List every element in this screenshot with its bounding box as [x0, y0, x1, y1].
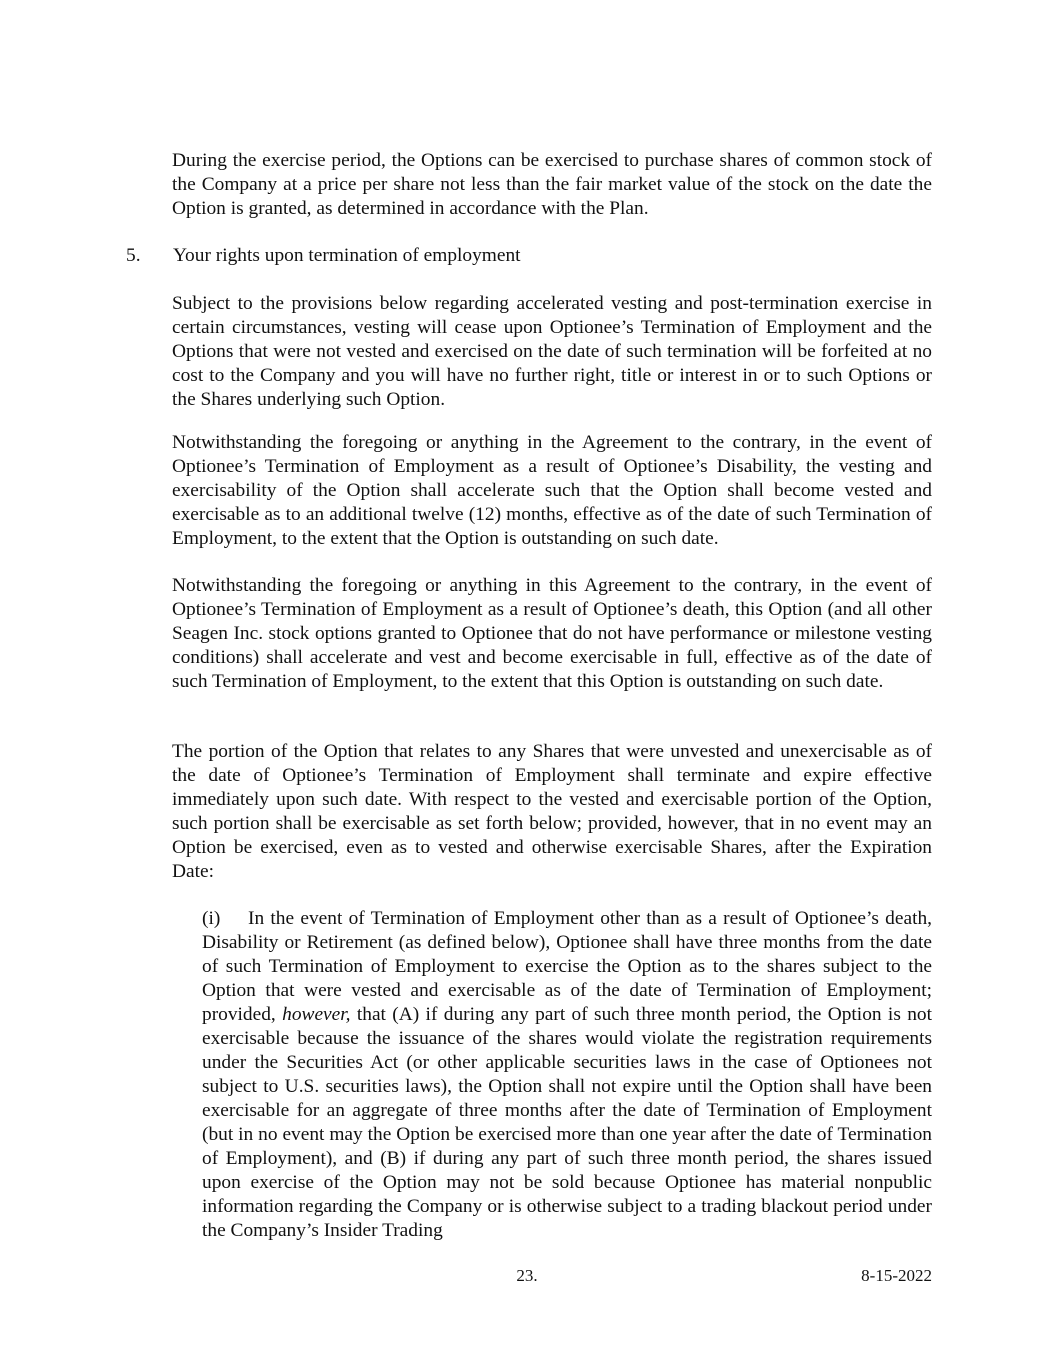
- paragraph-vesting-cease: Subject to the provisions below regarding accelerated vesting and post-termination exercise in certain circumstances, vesting will cease upon Optionee’s Termination of Employment and the Options that were not vested and exercised on the date of such termination will be forfeited at no cost to the Company and you will have no further right, title or interest in or to such Options or the Shares underlying such Option.: [172, 293, 932, 410]
- subclause-text-after: that (A) if during any part of such three month period, the Option is not exercisable because the issuance of the shares would violate the registration requirements under the Securities Act (or other applicable securities laws in the case of Optionees not subject to U.S. securities laws), the Option shall not expire until the Option shall have been exercisable for an aggregate of three months after the date of Termination of Employment (but in no event may the Option be exercised more than one year after the date of Termination of Employment), and (B) if during any part of such three month period, the shares issued upon exercise of the Option may not be sold because Optionee has material nonpublic information regarding the Company or is otherwise subject to a trading blackout period under the Company’s Insider Trading: [202, 1004, 932, 1241]
- subclause-emphasis: however,: [282, 1004, 351, 1025]
- subclause-label: (i): [202, 908, 221, 929]
- paragraph-disability: Notwithstanding the foregoing or anything in the Agreement to the contrary, in the event of Optionee’s Termination of Employment as a result of Optionee’s Disability, the vesting and exercisability of the Option shall accelerate such that the Option shall become vested and exercisable as to an additional twelve (12) months, effective as of the date of such Termination of Employment, to the extent that the Option is outstanding on such date.: [172, 432, 932, 549]
- subclause-i: [202, 907, 932, 1243]
- paragraph-exercise-period: During the exercise period, the Options can be exercised to purchase shares of common stock of the Company at a price per share not less than the fair market value of the stock on the date the Option is granted, as determined in accordance with the Plan.: [172, 150, 932, 219]
- subclause-text-before: In the event of Termination of Employment other than as a result of Optionee’s death, Disability or Retirement (as defined below), Optionee shall have three months from the date of such Termination of Employment to exercise the Option as to the shares subject to the Option that were vested and exercisable as of the date of Termination of Employment; provided,: [202, 908, 932, 1025]
- paragraph-unvested-portion: The portion of the Option that relates to any Shares that were unvested and unexercisable as of the date of Optionee’s Termination of Employment shall terminate and expire effective immediately upon such date. With respect to the vested and exercisable portion of the Option, such portion shall be exercisable as set forth below; provided, however, that in no event may an Option be exercised, even as to vested and otherwise exercisable Shares, after the Expiration Date:: [172, 741, 932, 882]
- section-title: Your rights upon termination of employment: [173, 245, 521, 266]
- section-heading: [126, 244, 521, 268]
- section-number: 5.: [126, 245, 141, 266]
- footer-date: 8-15-2022: [861, 1266, 932, 1285]
- paragraph-death: Notwithstanding the foregoing or anything in this Agreement to the contrary, in the event of Optionee’s Termination of Employment as a result of Optionee’s death, this Option (and all other Seagen Inc. stock options granted to Optionee that do not have performance or milestone vesting conditions) shall accelerate and vest and become exercisable in full, effective as of the date of such Termination of Employment, to the extent that this Option is outstanding on such date.: [172, 575, 932, 692]
- page-number: 23.: [516, 1266, 538, 1285]
